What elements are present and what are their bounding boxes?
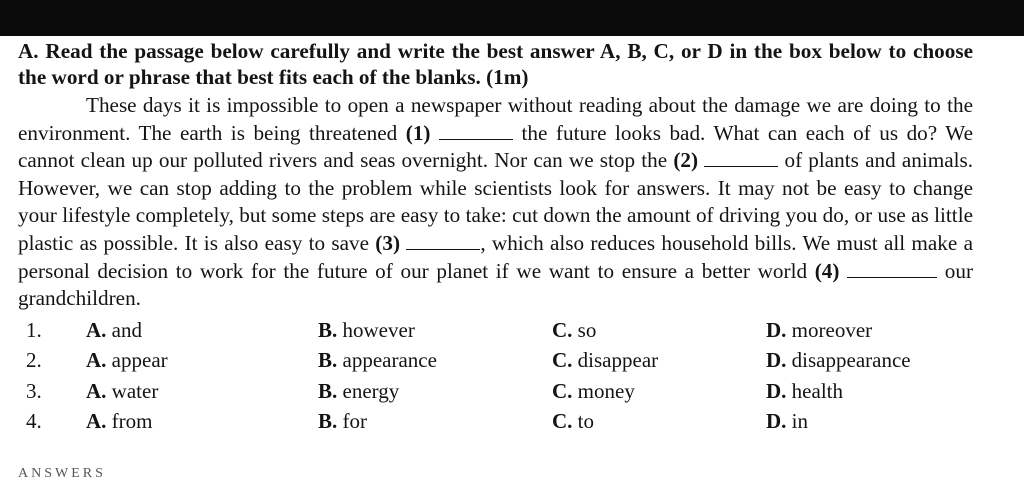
passage-segment-2: the future looks bad. What can each of us do? We cannot clean up our polluted rivers and seas overnight. Nor can we stop the bbox=[18, 120, 974, 173]
option-d[interactable] bbox=[766, 345, 911, 376]
passage-segment-5: our grandchildren. bbox=[18, 258, 973, 311]
option-letter: D. bbox=[766, 409, 787, 434]
passage-segment-1: These days it is impossible to open a newspaper without reading about the damage we are doing to the environment. The earth is being threatened bbox=[18, 93, 973, 145]
cut-off-heading-text: ANSWERS bbox=[18, 466, 106, 481]
option-c[interactable] bbox=[552, 315, 596, 346]
question-number: 3. bbox=[26, 378, 42, 403]
question-number: 2. bbox=[26, 348, 42, 373]
option-a[interactable] bbox=[86, 406, 153, 437]
option-letter: A. bbox=[86, 378, 107, 403]
top-black-bar bbox=[0, 0, 1024, 36]
blank-1[interactable] bbox=[439, 125, 513, 140]
blank-2[interactable] bbox=[704, 152, 778, 167]
option-text: energy bbox=[342, 378, 400, 403]
blank-4[interactable] bbox=[847, 263, 937, 278]
blank-number-2: (2) bbox=[673, 148, 699, 173]
option-c[interactable] bbox=[552, 345, 658, 376]
question-row-1 bbox=[18, 315, 973, 346]
option-b[interactable] bbox=[318, 315, 415, 346]
option-text: appearance bbox=[342, 348, 437, 373]
option-text: appear bbox=[111, 348, 168, 373]
option-text: and bbox=[111, 317, 142, 342]
option-letter: D. bbox=[766, 378, 787, 403]
option-letter: D. bbox=[766, 348, 787, 373]
option-letter: C. bbox=[552, 409, 573, 434]
option-text: however bbox=[342, 317, 415, 342]
option-letter: B. bbox=[318, 348, 338, 373]
option-b[interactable] bbox=[318, 345, 437, 376]
option-letter: B. bbox=[318, 378, 338, 403]
option-b[interactable] bbox=[318, 406, 367, 437]
option-text: from bbox=[111, 409, 153, 434]
blank-number-1: (1) bbox=[405, 120, 431, 145]
option-d[interactable] bbox=[766, 406, 808, 437]
option-letter: D. bbox=[766, 317, 787, 342]
option-letter: C. bbox=[552, 378, 573, 403]
option-text: for bbox=[342, 409, 368, 434]
option-text: water bbox=[111, 378, 159, 403]
option-text: health bbox=[791, 378, 843, 403]
option-text: in bbox=[791, 409, 809, 434]
blank-number-4: (4) bbox=[814, 258, 840, 283]
option-text: money bbox=[577, 378, 635, 403]
option-text: disappear bbox=[577, 348, 659, 373]
option-letter: C. bbox=[552, 317, 573, 342]
question-number: 1. bbox=[26, 317, 42, 342]
question-row-4 bbox=[18, 406, 973, 437]
blank-3[interactable] bbox=[406, 235, 480, 250]
passage-segment-4: , which also reduces household bills. We must all make a personal decision to work for the future of our planet if we want to ensure a better world bbox=[18, 230, 974, 283]
option-c[interactable] bbox=[552, 406, 594, 437]
option-letter: A. bbox=[86, 317, 107, 342]
answer-options bbox=[18, 315, 973, 437]
option-a[interactable] bbox=[86, 376, 158, 407]
question-row-2 bbox=[18, 345, 973, 376]
option-text: so bbox=[577, 317, 597, 342]
option-text: disappearance bbox=[791, 348, 911, 373]
option-letter: B. bbox=[318, 409, 338, 434]
question-row-3 bbox=[18, 376, 973, 407]
option-d[interactable] bbox=[766, 376, 843, 407]
cut-off-heading bbox=[18, 466, 158, 481]
exercise-page bbox=[18, 38, 973, 437]
instruction-text: A. Read the passage below carefully and write the best answer A, B, C, or D in the box below to choose the word or phrase that best fits each of the blanks. (1m) bbox=[18, 39, 973, 89]
option-letter: A. bbox=[86, 348, 107, 373]
blank-number-3: (3) bbox=[375, 230, 401, 255]
option-letter: C. bbox=[552, 348, 573, 373]
option-c[interactable] bbox=[552, 376, 635, 407]
question-number: 4. bbox=[26, 409, 42, 434]
option-d[interactable] bbox=[766, 315, 872, 346]
option-b[interactable] bbox=[318, 376, 399, 407]
option-a[interactable] bbox=[86, 345, 168, 376]
option-letter: A. bbox=[86, 409, 107, 434]
option-a[interactable] bbox=[86, 315, 142, 346]
option-text: to bbox=[577, 409, 595, 434]
passage-segment-3: of plants and animals. However, we can stop adding to the problem while scientists look for answers. It may not be easy to change your lifestyle completely, but some steps are easy to take: cut down the amount of driving you do, or use as little plastic as possible. It is also easy to save bbox=[18, 148, 974, 255]
option-text: moreover bbox=[791, 317, 873, 342]
option-letter: B. bbox=[318, 317, 338, 342]
reading-passage bbox=[18, 92, 973, 313]
